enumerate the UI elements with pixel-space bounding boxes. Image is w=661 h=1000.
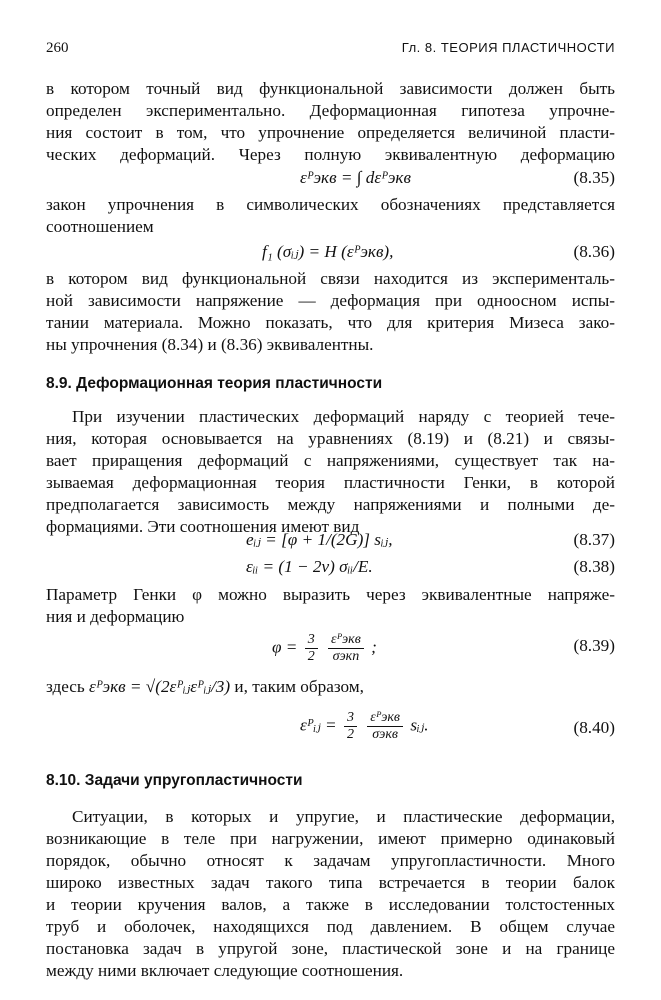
text-line: ной зависимости напряжение — деформация при одноосном испы- <box>46 291 615 310</box>
equation-expression <box>272 632 377 665</box>
text-line: формациями. Эти соотношения имеют вид <box>46 517 360 536</box>
main-fraction <box>367 710 403 743</box>
fraction-numerator: 3 <box>344 710 357 727</box>
paragraph-6 <box>46 676 615 698</box>
text-line: соотношением <box>46 217 154 236</box>
fraction-denominator: σэкв <box>372 727 398 742</box>
text-prefix: здесь <box>46 677 85 696</box>
text-line: ния, которая основывается на уравнениях (8.19) и (8.21) и связы- <box>46 429 615 448</box>
equation-number: (8.38) <box>573 557 615 576</box>
equation-number: (8.39) <box>573 636 615 655</box>
page-number: 260 <box>46 40 69 56</box>
fraction-numerator: 3 <box>305 632 318 649</box>
text-line: возникающие в теле при нагружении, имеют примерно одинаковый <box>46 829 615 848</box>
text-line: и теории кручения валов, а также в исследовании толстостенных <box>46 895 615 914</box>
equation-8-36 <box>46 242 615 268</box>
text-line: в котором вид функциональной связи находится из эксперименталь- <box>46 269 615 288</box>
equation-number: (8.36) <box>573 242 615 261</box>
paragraph-4 <box>46 406 615 538</box>
text-line: порядок, обычно относят к задачам упругопластичности. Много <box>46 851 615 870</box>
equation-lhs: φ = <box>272 637 298 657</box>
equation-lhs: εᴾᵢⱼ = <box>300 715 337 735</box>
equation-expression <box>300 710 429 743</box>
equation-tail: sᵢⱼ. <box>410 715 429 735</box>
text-suffix: и, таким образом, <box>234 677 364 696</box>
text-line: в котором точный вид функциональной зависимости должен быть <box>46 79 615 98</box>
text-line: широко известных задач такого типа встречается в теории балок <box>46 873 615 892</box>
text-line: ны упрочнения (8.34) и (8.36) эквивалентны. <box>46 335 374 354</box>
equation-8-35 <box>46 168 615 194</box>
text-line: ния состоит в том, что упрочнение определяется величиной пласти- <box>46 123 615 142</box>
paragraph-2 <box>46 194 615 238</box>
main-fraction <box>328 632 364 665</box>
text-line: ния и деформацию <box>46 607 185 626</box>
text-line: тании материала. Можно показать, что для критерия Мизеса зако- <box>46 313 615 332</box>
text-line: закон упрочнения в символических обозначениях представляется <box>46 195 615 214</box>
text-line: Параметр Генки φ можно выразить через эквивалентные напряже- <box>46 585 615 604</box>
equation-8-40 <box>46 704 615 748</box>
paragraph-3 <box>46 268 615 356</box>
running-title: Гл. 8. ТЕОРИЯ ПЛАСТИЧНОСТИ <box>401 40 615 55</box>
equation-8-37 <box>46 530 615 556</box>
equation-expression: εᴾэкв = ∫ dεᴾэкв <box>300 168 411 187</box>
equation-number: (8.35) <box>573 168 615 187</box>
section-heading-8-10: 8.10. Задачи упругопластичности <box>46 772 303 789</box>
equation-tail: ; <box>371 637 377 657</box>
equation-expression: eᵢⱼ = [φ + 1/(2G)] sᵢⱼ, <box>246 530 393 549</box>
section-heading-8-9: 8.9. Деформационная теория пластичности <box>46 375 383 392</box>
fraction-numerator: εᴾэкв <box>367 710 403 727</box>
equation-expression: εᵢᵢ = (1 − 2ν) σᵢᵢ/E. <box>246 557 373 576</box>
text-line: постановка задач в упругой зоне, пластической зоне и на границе <box>46 939 615 958</box>
equation-8-39 <box>46 628 615 668</box>
text-line: ческих деформаций. Через полную эквивалентную деформацию <box>46 145 615 164</box>
text-line: между ними включает следующие соотношения. <box>46 961 404 980</box>
coefficient-fraction <box>305 632 318 665</box>
text-line: Ситуации, в которых и упругие, и пластические деформации, <box>72 807 615 826</box>
coefficient-fraction <box>344 710 357 743</box>
equation-number: (8.40) <box>573 718 615 737</box>
paragraph-5 <box>46 584 615 628</box>
paragraph-7 <box>46 806 615 982</box>
equation-8-38 <box>46 557 615 583</box>
equation-number: (8.37) <box>573 530 615 549</box>
fraction-denominator: 2 <box>346 727 354 742</box>
equation-expression: f₁ (σᵢⱼ) = H (εᴾэкв), <box>262 242 394 261</box>
text-line: определен экспериментально. Деформационная гипотеза упрочне- <box>46 101 615 120</box>
text-line: зываемая деформационная теория пластичности Генки, в которой <box>46 473 615 492</box>
text-line: При изучении пластических деформаций наряду с теорией тече- <box>72 407 615 426</box>
text-line: предполагается зависимость между напряжениями и полными де- <box>46 495 615 514</box>
fraction-numerator: εᴾэкв <box>328 632 364 649</box>
page-header <box>46 40 615 62</box>
fraction-denominator: 2 <box>307 649 315 664</box>
paragraph-1 <box>46 78 615 166</box>
fraction-denominator: σэкп <box>332 649 360 664</box>
inline-formula: εᴾэкв = √(2εᴾᵢⱼεᴾᵢⱼ/3) <box>89 677 231 696</box>
text-line: труб и оболочек, находящихся под давлением. В общем случае <box>46 917 615 936</box>
text-line: вает приращения деформаций с напряжениями, существует так на- <box>46 451 615 470</box>
